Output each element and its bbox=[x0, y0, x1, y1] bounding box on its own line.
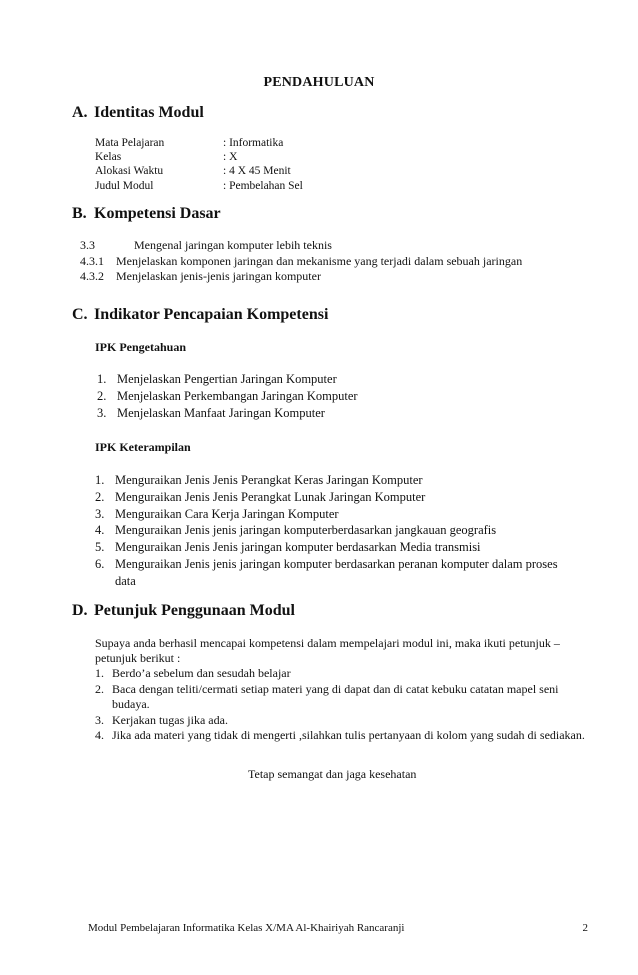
instructions-intro: Supaya anda berhasil mencapai kompetensi dalam mempelajari modul ini, maka ikuti petunjuk – petunjuk berikut : bbox=[95, 636, 560, 665]
item-number: 3. bbox=[97, 405, 107, 420]
identity-row bbox=[95, 164, 303, 178]
section-title: Identitas Modul bbox=[94, 104, 204, 121]
section-a-heading bbox=[72, 104, 204, 122]
item-number: 6. bbox=[95, 556, 105, 571]
footer-text: Modul Pembelajaran Informatika Kelas X/MA Al-Khairiyah Rancaranji bbox=[88, 922, 405, 934]
ipk-skill-heading: IPK Keterampilan bbox=[95, 440, 191, 454]
competency-code: 3.3 bbox=[80, 238, 95, 252]
section-title: Indikator Pencapaian Kompetensi bbox=[94, 306, 329, 323]
ipk-knowledge-list bbox=[97, 371, 577, 421]
list-item bbox=[95, 489, 570, 506]
list-item bbox=[95, 666, 590, 682]
identity-row bbox=[95, 179, 303, 193]
item-text: Menguraikan Jenis Jenis Perangkat Keras Jaringan Komputer bbox=[115, 473, 423, 487]
identity-label: Mata Pelajaran bbox=[95, 137, 165, 149]
item-number: 4. bbox=[95, 728, 104, 742]
identity-row bbox=[95, 136, 303, 150]
item-text: Menguraikan Jenis jenis jaringan komputerberdasarkan jangkauan geografis bbox=[115, 523, 497, 538]
section-letter: A. bbox=[72, 104, 88, 121]
list-item bbox=[95, 728, 590, 744]
item-number: 2. bbox=[95, 681, 104, 696]
competency-code: 4.3.1 bbox=[80, 253, 104, 268]
list-item bbox=[95, 713, 590, 729]
competency-code: 4.3.2 bbox=[80, 269, 104, 283]
section-d-heading bbox=[72, 602, 295, 620]
ipk-knowledge-heading: IPK Pengetahuan bbox=[95, 340, 187, 354]
item-text: Menguraikan Jenis Jenis Perangkat Lunak Jaringan Komputer bbox=[115, 489, 426, 504]
identity-value: : X bbox=[223, 151, 238, 164]
item-text: Menjelaskan Manfaat Jaringan Komputer bbox=[117, 405, 325, 420]
item-number: 3. bbox=[95, 506, 105, 521]
identity-value: : Pembelahan Sel bbox=[223, 179, 303, 192]
item-text: Menguraikan Jenis jenis jaringan komputer berdasarkan peranan komputer dalam proses data bbox=[115, 556, 558, 588]
item-text: Menguraikan Cara Kerja Jaringan Komputer bbox=[115, 506, 339, 521]
item-number: 5. bbox=[95, 540, 105, 555]
section-title: Kompetensi Dasar bbox=[94, 205, 221, 222]
competency-list bbox=[80, 238, 570, 285]
item-text: Kerjakan tugas jika ada. bbox=[112, 712, 228, 727]
instructions-list bbox=[95, 666, 590, 744]
identity-value: : 4 X 45 Menit bbox=[223, 165, 291, 178]
identity-label: Judul Modul bbox=[95, 179, 154, 192]
list-item bbox=[95, 539, 570, 556]
list-item bbox=[95, 682, 590, 713]
list-item bbox=[97, 388, 577, 405]
page-number: 2 bbox=[582, 922, 588, 934]
item-number: 1. bbox=[97, 372, 107, 386]
item-number: 3. bbox=[95, 712, 104, 727]
item-number: 2. bbox=[95, 489, 105, 504]
ipk-skill-list bbox=[95, 472, 570, 590]
competency-item bbox=[80, 254, 570, 270]
item-text: Menjelaskan Perkembangan Jaringan Komputer bbox=[117, 388, 358, 403]
identity-row bbox=[95, 150, 303, 164]
list-item bbox=[95, 472, 570, 489]
section-letter: D. bbox=[72, 602, 88, 619]
identity-value: : Informatika bbox=[223, 137, 284, 149]
competency-item bbox=[80, 269, 570, 285]
item-text: Jika ada materi yang tidak di mengerti ,silahkan tulis pertanyaan di kolom yang sudah di sediakan. bbox=[112, 728, 585, 742]
competency-item bbox=[80, 238, 570, 254]
item-number: 2. bbox=[97, 388, 107, 403]
list-item bbox=[95, 506, 570, 523]
competency-text: Menjelaskan komponen jaringan dan mekanisme yang terjadi dalam sebuah jaringan bbox=[116, 253, 523, 268]
item-text: Berdo’a sebelum dan sesudah belajar bbox=[112, 666, 291, 680]
item-number: 1. bbox=[95, 666, 104, 680]
identity-table bbox=[95, 136, 303, 193]
list-item bbox=[95, 522, 570, 539]
item-text: Menguraikan Jenis Jenis jaringan komputer berdasarkan Media transmisi bbox=[115, 540, 481, 555]
section-letter: C. bbox=[72, 306, 88, 323]
closing-message: Tetap semangat dan jaga kesehatan bbox=[248, 767, 417, 781]
list-item bbox=[97, 405, 577, 422]
item-number: 4. bbox=[95, 523, 105, 538]
section-c-heading bbox=[72, 306, 328, 324]
identity-label: Alokasi Waktu bbox=[95, 165, 164, 178]
item-text: Baca dengan teliti/cermati setiap materi yang di dapat dan di catat kebuku catatan mapel seni budaya. bbox=[112, 681, 559, 711]
section-letter: B. bbox=[72, 205, 87, 222]
page-title: PENDAHULUAN bbox=[263, 75, 375, 90]
competency-text: Mengenal jaringan komputer lebih teknis bbox=[134, 238, 332, 252]
list-item bbox=[97, 371, 577, 388]
item-number: 1. bbox=[95, 473, 105, 487]
competency-text: Menjelaskan jenis-jenis jaringan komputer bbox=[116, 269, 321, 283]
item-text: Menjelaskan Pengertian Jaringan Komputer bbox=[117, 372, 337, 386]
identity-label: Kelas bbox=[95, 151, 122, 164]
page-footer bbox=[88, 922, 588, 934]
section-title: Petunjuk Penggunaan Modul bbox=[94, 602, 295, 619]
section-b-heading bbox=[72, 205, 221, 223]
list-item bbox=[95, 556, 570, 590]
